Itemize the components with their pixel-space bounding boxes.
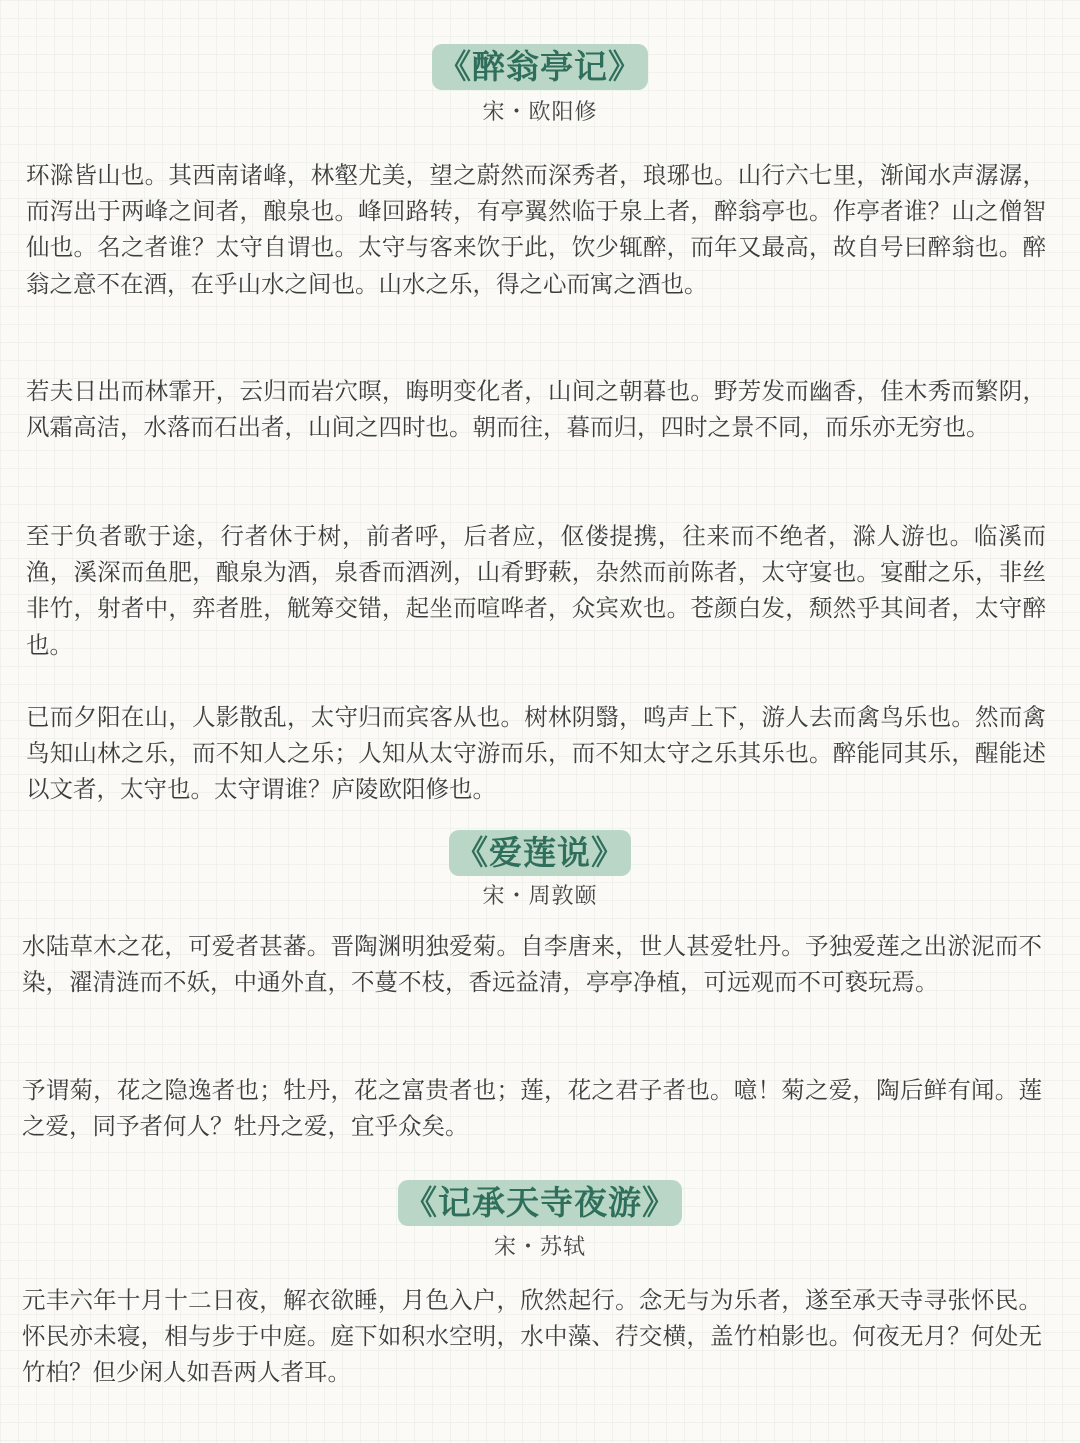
paragraph: 已而夕阳在山，人影散乱，太守归而宾客从也。树林阴翳，鸣声上下，游人去而禽鸟乐也。然而禽鸟知山林之乐，而不知人之乐；人知从太守游而乐，而不知太守之乐其乐也。醉能同其乐，醒能述以文者，太守也。太守谓谁？庐陵欧阳修也。 [26,703,1046,804]
section-title-wrap [0,1180,1080,1226]
section-title-wrap [0,44,1080,90]
paragraph: 环滁皆山也。其西南诸峰，林壑尤美，望之蔚然而深秀者，琅琊也。山行六七里，渐闻水声潺潺，而泻出于两峰之间者，酿泉也。峰回路转，有亭翼然临于泉上者，醉翁亭也。作亭者谁？山之僧智仙也。名之者谁？太守自谓也。太守与客来饮于此，饮少辄醉，而年又最高，故自号曰醉翁也。醉翁之意不在酒，在乎山水之间也。山水之乐，得之心而寓之酒也。 [26,161,1046,298]
paragraph: 元丰六年十月十二日夜，解衣欲睡，月色入户，欣然起行。念无与为乐者，遂至承天寺寻张怀民。怀民亦未寝，相与步于中庭。庭下如积水空明，水中藻、荇交横，盖竹柏影也。何夜无月？何处无竹柏？但少闲人如吾两人者耳。 [22,1286,1042,1387]
section-author: 宋・周敦颐 [482,884,598,909]
paragraph: 水陆草木之花，可爱者甚蕃。晋陶渊明独爱菊。自李唐来，世人甚爱牡丹。予独爱莲之出淤泥而不染，濯清涟而不妖，中通外直，不蔓不枝，香远益清，亭亭净植，可远观而不可亵玩焉。 [22,932,1042,997]
section-title: 《醉翁亭记》 [432,44,648,90]
paragraph: 至于负者歌于途，行者休于树，前者呼，后者应，伛偻提携，往来而不绝者，滁人游也。临溪而渔，溪深而鱼肥，酿泉为酒，泉香而酒洌，山肴野蔌，杂然而前陈者，太守宴也。宴酣之乐，非丝非竹，射者中，弈者胜，觥筹交错，起坐而喧哗者，众宾欢也。苍颜白发，颓然乎其间者，太守醉也。 [26,522,1046,659]
paragraph: 予谓菊，花之隐逸者也；牡丹，花之富贵者也；莲，花之君子者也。噫！菊之爱，陶后鲜有闻。莲之爱，同予者何人？牡丹之爱，宜乎众矣。 [22,1076,1042,1141]
paragraph: 若夫日出而林霏开，云归而岩穴暝，晦明变化者，山间之朝暮也。野芳发而幽香，佳木秀而繁阴，风霜高洁，水落而石出者，山间之四时也。朝而往，暮而归，四时之景不同，而乐亦无穷也。 [26,377,1046,442]
section-author: 宋・苏轼 [493,1235,586,1260]
section-title: 《记承天寺夜游》 [398,1180,682,1226]
section-title-wrap [0,830,1080,876]
section-author: 宋・欧阳修 [482,100,598,125]
section-title: 《爱莲说》 [449,830,631,876]
